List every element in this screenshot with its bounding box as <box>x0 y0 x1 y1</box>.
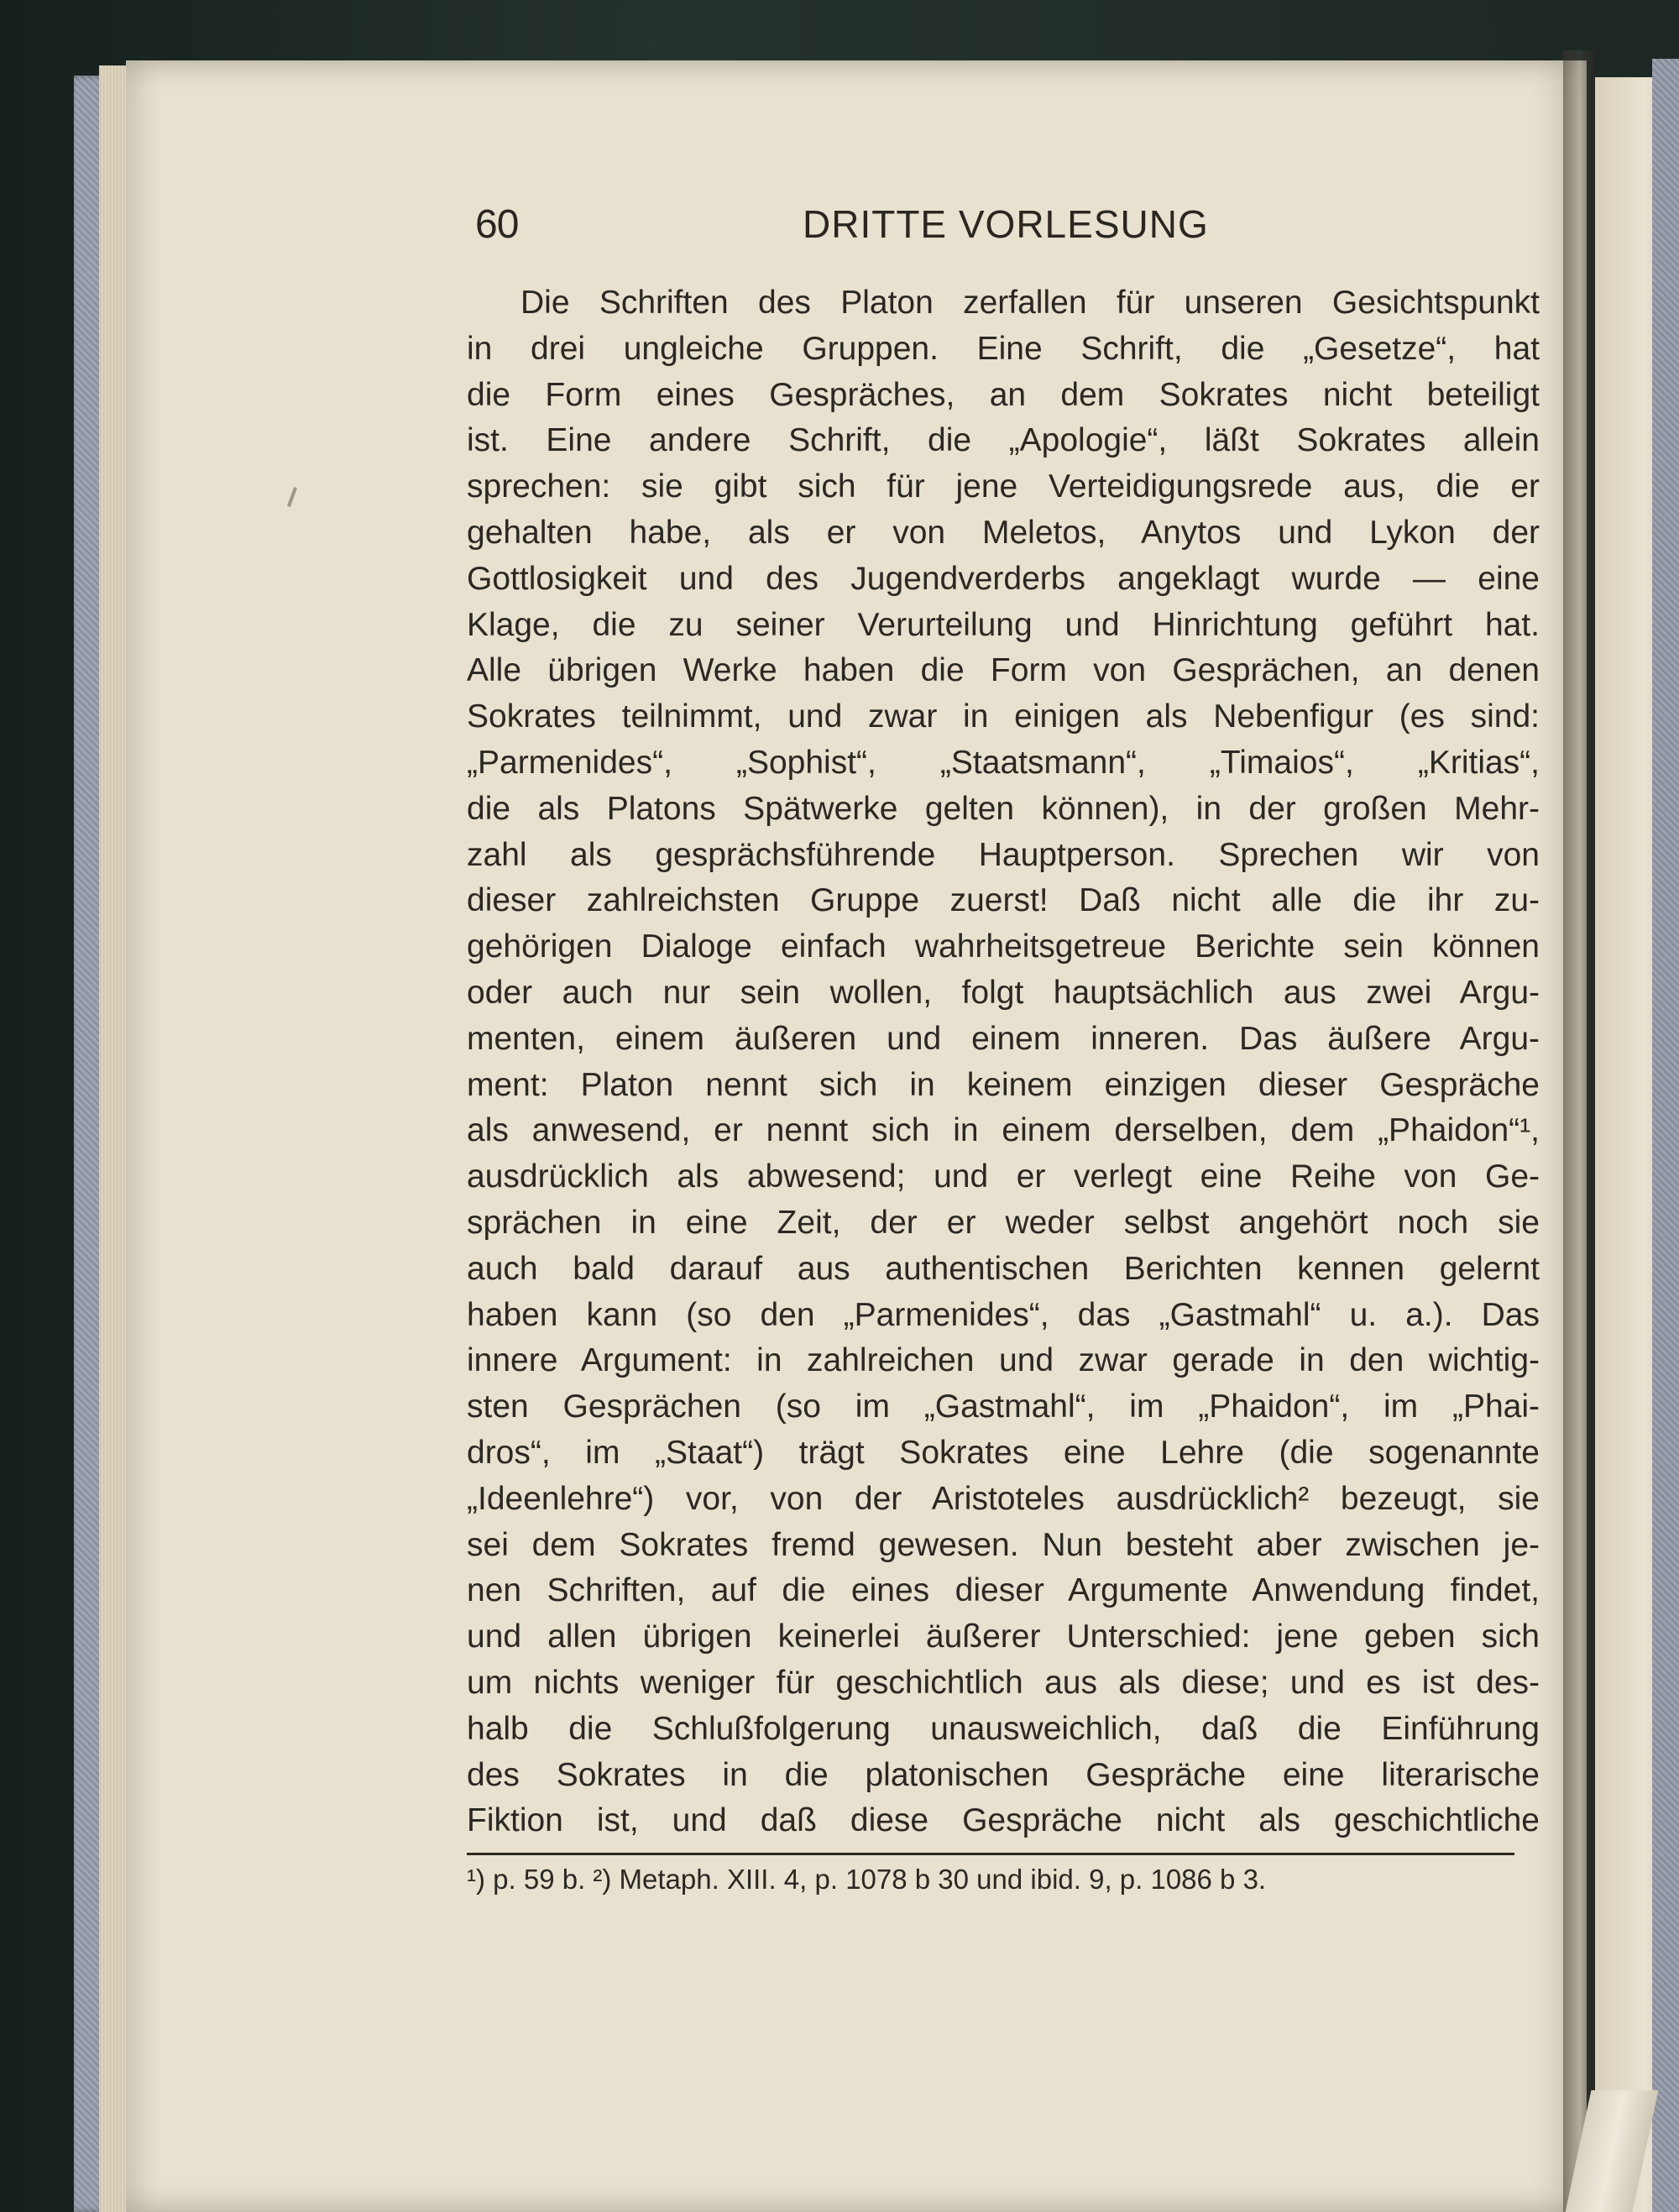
text-line: ist. Eine andere Schrift, die „Apologie“, läßt Sokrates allein <box>467 422 1540 459</box>
footnotes: ¹) p. 59 b. ²) Metaph. XIII. 4, p. 1078 b 30 und ibid. 9, p. 1086 b 3. <box>467 1864 1267 1895</box>
text-line: halb die Schlußfolgerung unausweichlich, daß die Einführung <box>467 1710 1540 1747</box>
text-line: ment: Platon nennt sich in keinem einzigen dieser Gespräche <box>467 1066 1540 1103</box>
text-line: oder auch nur sein wollen, folgt hauptsächlich aus zwei Argu- <box>467 974 1540 1011</box>
body-text <box>467 280 1540 1844</box>
page-header <box>0 201 1679 260</box>
text-line: die Form eines Gespräches, an dem Sokrates nicht beteiligt <box>467 376 1540 413</box>
text-line: Fiktion ist, und daß diese Gespräche nicht als geschichtliche <box>467 1802 1540 1839</box>
text-line: Alle übrigen Werke haben die Form von Gesprächen, an denen <box>467 652 1540 689</box>
text-line: sprächen in eine Zeit, der er weder selbst angehört noch sie <box>467 1204 1540 1241</box>
text-line: ausdrücklich als abwesend; und er verlegt eine Reihe von Ge- <box>467 1158 1540 1195</box>
text-line: um nichts weniger für geschichtlich aus als diese; und es ist des- <box>467 1664 1540 1701</box>
text-line: zahl als gesprächsführende Hauptperson. Sprechen wir von <box>467 836 1540 873</box>
text-line: sprechen: sie gibt sich für jene Verteidigungsrede aus, die er <box>467 468 1540 505</box>
text-line: innere Argument: in zahlreichen und zwar gerade in den wichtig- <box>467 1342 1540 1379</box>
text-line: die als Platons Spätwerke gelten können), in der großen Mehr- <box>467 790 1540 827</box>
text-line: „Parmenides“, „Sophist“, „Staatsmann“, „Timaios“, „Kritias“, <box>467 744 1540 781</box>
running-head: DRITTE VORLESUNG <box>803 202 1209 246</box>
text-line: dieser zahlreichsten Gruppe zuerst! Daß nicht alle die ihr zu- <box>467 882 1540 919</box>
text-line: sten Gesprächen (so im „Gastmahl“, im „Phaidon“, im „Phai- <box>467 1388 1540 1425</box>
text-line: nen Schriften, auf die eines dieser Argumente Anwendung findet, <box>467 1572 1540 1609</box>
book-cover-right <box>1652 59 1679 2212</box>
text-line: sei dem Sokrates fremd gewesen. Nun besteht aber zwischen je- <box>467 1526 1540 1563</box>
text-line: gehalten habe, als er von Meletos, Anytos und Lykon der <box>467 514 1540 551</box>
text-line: gehörigen Dialoge einfach wahrheitsgetreue Berichte sein können <box>467 928 1540 965</box>
text-line: haben kann (so den „Parmenides“, das „Gastmahl“ u. a.). Das <box>467 1296 1540 1333</box>
book-gutter <box>1563 50 1597 2212</box>
text-line: in drei ungleiche Gruppen. Eine Schrift, die „Gesetze“, hat <box>467 330 1540 367</box>
text-line: „Ideenlehre“) vor, von der Aristoteles ausdrücklich² bezeugt, sie <box>467 1480 1540 1517</box>
text-line: Gottlosigkeit und des Jugendverderbs angeklagt wurde — eine <box>467 560 1540 597</box>
text-line: Sokrates teilnimmt, und zwar in einigen als Nebenfigur (es sind: <box>467 698 1540 735</box>
text-line: auch bald darauf aus authentischen Berichten kennen gelernt <box>467 1250 1540 1287</box>
text-line: als anwesend, er nennt sich in einem derselben, dem „Phaidon“¹, <box>467 1112 1540 1149</box>
text-line: Klage, die zu seiner Verurteilung und Hinrichtung geführt hat. <box>467 606 1540 643</box>
text-line: des Sokrates in die platonischen Gespräche eine literarische <box>467 1756 1540 1793</box>
page-number: 60 <box>475 202 519 247</box>
footnote-divider <box>467 1853 1514 1855</box>
text-line: menten, einem äußeren und einem inneren. Das äußere Argu- <box>467 1020 1540 1057</box>
text-line: und allen übrigen keinerlei äußerer Unterschied: jene geben sich <box>467 1618 1540 1655</box>
text-line: Die Schriften des Platon zerfallen für unseren Gesichtspunkt <box>520 285 1540 321</box>
text-line: dros“, im „Staat“) trägt Sokrates eine Lehre (die sogenannte <box>467 1434 1540 1471</box>
